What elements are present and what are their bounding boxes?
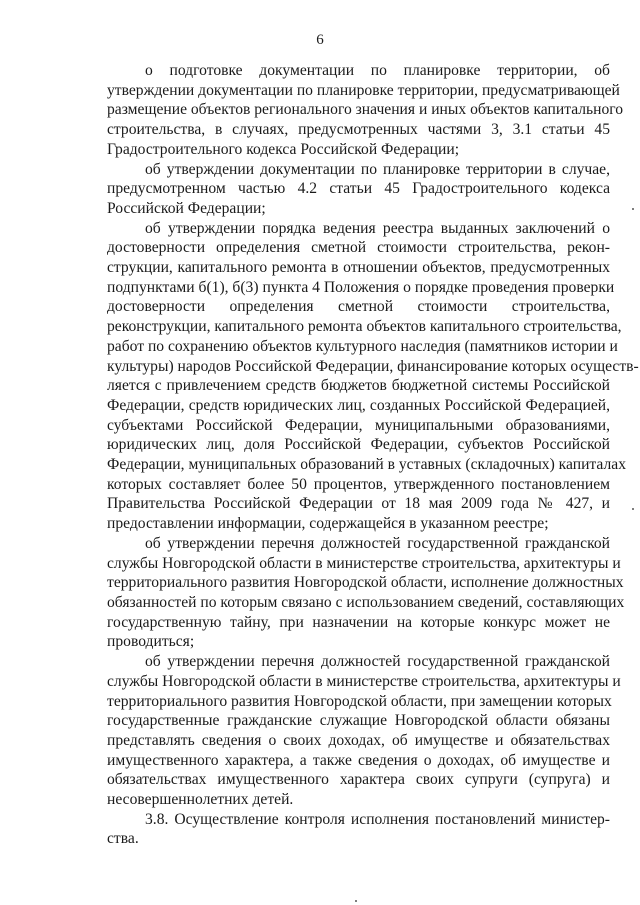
paragraph	[107, 534, 625, 652]
text-line: достоверности определения сметной стоимости строительства, рекон-	[107, 239, 610, 257]
text-line: службы Новгородской области в министерстве строительства, архитектуры и	[107, 672, 621, 690]
paragraph	[107, 652, 621, 810]
text-line: Федерации, средств юридических лиц, созданных Российской Федерацией,	[107, 396, 610, 414]
text-line: ляется с привлечением средств бюджетов бюджетной системы Российской	[107, 377, 610, 395]
text-line: о подготовке документации по планировке территории, об	[145, 62, 610, 79]
text-line: Правительства Российской Федерации от 18 мая 2009 года № 427, и	[107, 495, 610, 513]
text-line: достоверности определения сметной стоимости строительства,	[107, 298, 610, 316]
text-line: ства.	[107, 830, 139, 848]
text-line: об утверждении перечня должностей государственной гражданской	[145, 653, 610, 671]
text-line: юридических лиц, доля Российской Федерации, субъектов Российской	[107, 436, 610, 454]
text-line: Градостроительного кодекса Российской Федерации;	[107, 140, 460, 158]
text-line: струкции, капитального ремонта в отношении объектов, предусмотренных	[107, 259, 610, 277]
text-line: утверждении документации по планировке территории, предусматривающей	[107, 81, 620, 99]
text-line: несовершеннолетних детей.	[107, 791, 294, 809]
text-line: обязанностей по которым связано с использованием сведений, составляющих	[107, 593, 625, 611]
text-line: обязательствах имущественного характера своих супруги (супруга) и	[107, 771, 610, 789]
text-line: проводиться;	[107, 633, 195, 651]
text-line: Федерации, муниципальных образований в уставных (складочных) капиталах	[107, 456, 626, 474]
text-line: работ по сохранению объектов культурного наследия (памятников истории и	[107, 337, 618, 355]
text-line: представлять сведения о своих доходах, об имуществе и обязательствах	[107, 731, 610, 749]
text-line: реконструкции, капитального ремонта объектов капитального строительства,	[107, 318, 622, 336]
text-line: культуры) народов Российской Федерации, финансирование которых осуществ-	[107, 357, 639, 375]
text-line: об утверждении документации по планировке территории в случае,	[145, 160, 610, 178]
paragraph	[107, 160, 610, 219]
document-body	[107, 61, 639, 849]
scan-mark	[355, 900, 357, 902]
paragraph	[107, 219, 639, 534]
text-line: об утверждении порядка ведения реестра выданных заключений о	[145, 219, 610, 237]
text-line: субъектами Российской Федерации, муниципальными образованиями,	[107, 416, 610, 434]
text-line: службы Новгородской области в министерстве строительства, архитектуры и	[107, 554, 621, 572]
text-line: строительства, в случаях, предусмотренных частями 3, 3.1 статьи 45	[107, 121, 610, 139]
text-line: Российской Федерации;	[107, 199, 266, 217]
text-line: государственные гражданские служащие Новгородской области обязаны	[107, 712, 610, 730]
paragraph	[107, 810, 610, 849]
scan-mark	[632, 508, 634, 510]
text-line: предоставлении информации, содержащейся в указанном реестре;	[107, 515, 549, 533]
text-line: территориального развития Новгородской области, исполнение должностных	[107, 574, 624, 592]
text-line: об утверждении перечня должностей государственной гражданской	[145, 534, 610, 552]
text-line: предусмотренном частью 4.2 статьи 45 Градостроительного кодекса	[107, 180, 610, 198]
text-line: которых составляет более 50 процентов, утвержденного постановлением	[107, 475, 610, 493]
text-line: 3.8. Осуществление контроля исполнения постановлений министер-	[145, 810, 610, 828]
text-line: размещение объектов регионального значения и иных объектов капитального	[107, 101, 624, 119]
scan-mark	[632, 208, 634, 210]
text-line: территориального развития Новгородской области, при замещении которых	[107, 692, 612, 710]
text-line: государственную тайну, при назначении на которые конкурс может не	[107, 613, 610, 631]
text-line: подпунктами б(1), б(3) пункта 4 Положения о порядке проведения проверки	[107, 278, 615, 296]
paragraph	[107, 61, 624, 160]
page-number: 6	[316, 32, 324, 48]
text-line: имущественного характера, а также сведения о доходах, об имуществе и	[107, 751, 610, 769]
